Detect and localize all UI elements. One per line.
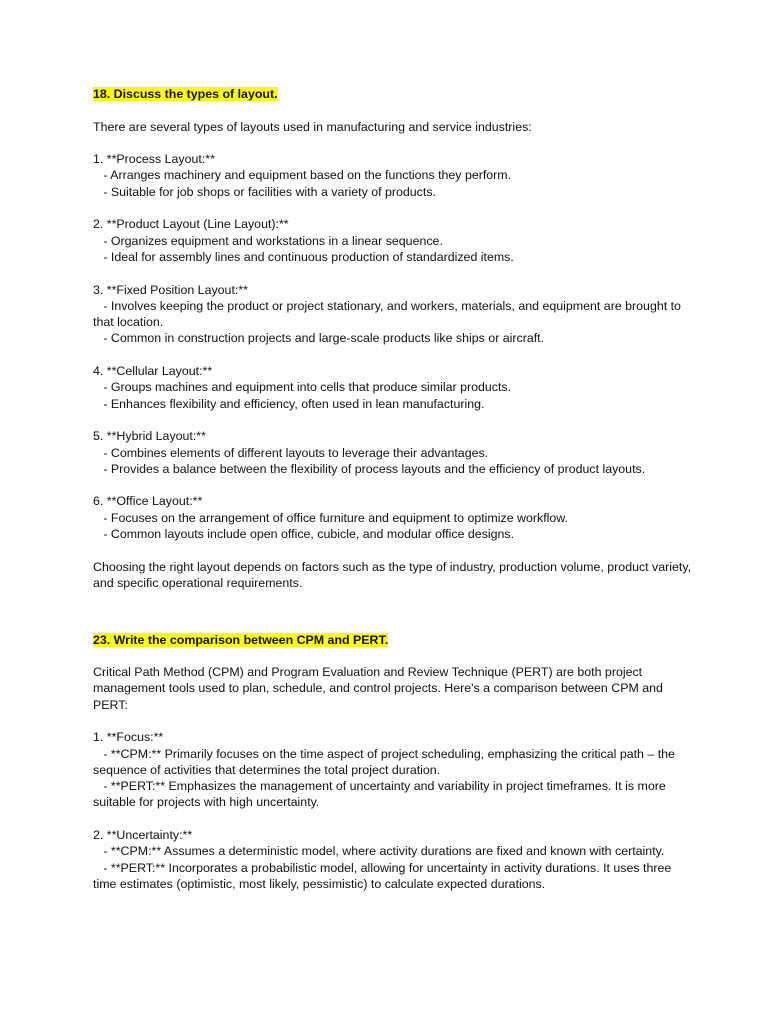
section-heading: 18. Discuss the types of layout. [93,87,278,101]
section-intro: There are several types of layouts used in manufacturing and service industries: [93,119,532,134]
item-point: - Ideal for assembly lines and continuous production of standardized items. [93,249,514,264]
item-point: - Suitable for job shops or facilities with a variety of products. [93,184,436,199]
item-title: 5. **Hybrid Layout:** [93,429,206,444]
item-title: 2. **Product Layout (Line Layout):** [93,217,289,232]
item-point: - Organizes equipment and workstations in a linear sequence. [93,233,443,248]
list-item [93,827,693,892]
item-title: 2. **Uncertainty:** [93,828,193,843]
list-item [93,282,693,347]
list-item [93,729,693,810]
list-item [93,151,693,200]
list-item [93,363,693,412]
section-intro: Critical Path Method (CPM) and Program Evaluation and Review Technique (PERT) are both project management tools used to plan, schedule, and control projects. Here's a comparison between CPM and PERT: [93,665,663,712]
item-point: - **PERT:** Incorporates a probabilistic model, allowing for uncertainty in activity durations. It uses three time estimates (optimistic, most likely, pessimistic) to calculate expected durations. [93,860,675,891]
item-title: 6. **Office Layout:** [93,494,203,509]
item-title: 3. **Fixed Position Layout:** [93,282,248,297]
item-point: - Enhances flexibility and efficiency, often used in lean manufacturing. [93,396,485,411]
item-point: - Focuses on the arrangement of office furniture and equipment to optimize workflow. [93,510,568,525]
item-title: 1. **Process Layout:** [93,152,215,167]
item-point: - Groups machines and equipment into cells that produce similar products. [93,380,512,395]
item-point: - Arranges machinery and equipment based on the functions they perform. [93,168,512,183]
section-23 [93,632,693,893]
item-title: 1. **Focus:** [93,730,164,745]
list-item [93,428,693,477]
item-point: - Common in construction projects and large-scale products like ships or aircraft. [93,331,545,346]
section-heading: 23. Write the comparison between CPM and PERT. [93,632,389,647]
item-point: - Involves keeping the product or project stationary, and workers, materials, and equipment are brought to that location. [93,298,685,330]
list-item [93,216,693,265]
section-conclusion: Choosing the right layout depends on factors such as the type of industry, production volume, product variety, and specific operational requirements. [93,559,692,590]
item-point: - **PERT:** Emphasizes the management of uncertainty and variability in project timeframes. It is more suitable for projects with high uncertainty. [93,779,670,810]
list-item [93,493,693,542]
section-18 [93,86,693,591]
document-page [93,86,693,892]
item-title: 4. **Cellular Layout:** [93,364,213,379]
item-point: - Provides a balance between the flexibility of process layouts and the efficiency of product layouts. [93,461,646,476]
item-point: - Common layouts include open office, cubicle, and modular office designs. [93,527,515,542]
item-point: - **CPM:** Assumes a deterministic model, where activity durations are fixed and known with certainty. [93,844,665,859]
item-point: - Combines elements of different layouts to leverage their advantages. [93,445,489,460]
item-point: - **CPM:** Primarily focuses on the time aspect of project scheduling, emphasizing the critical path – the sequence of activities that determines the total project duration. [93,746,679,777]
